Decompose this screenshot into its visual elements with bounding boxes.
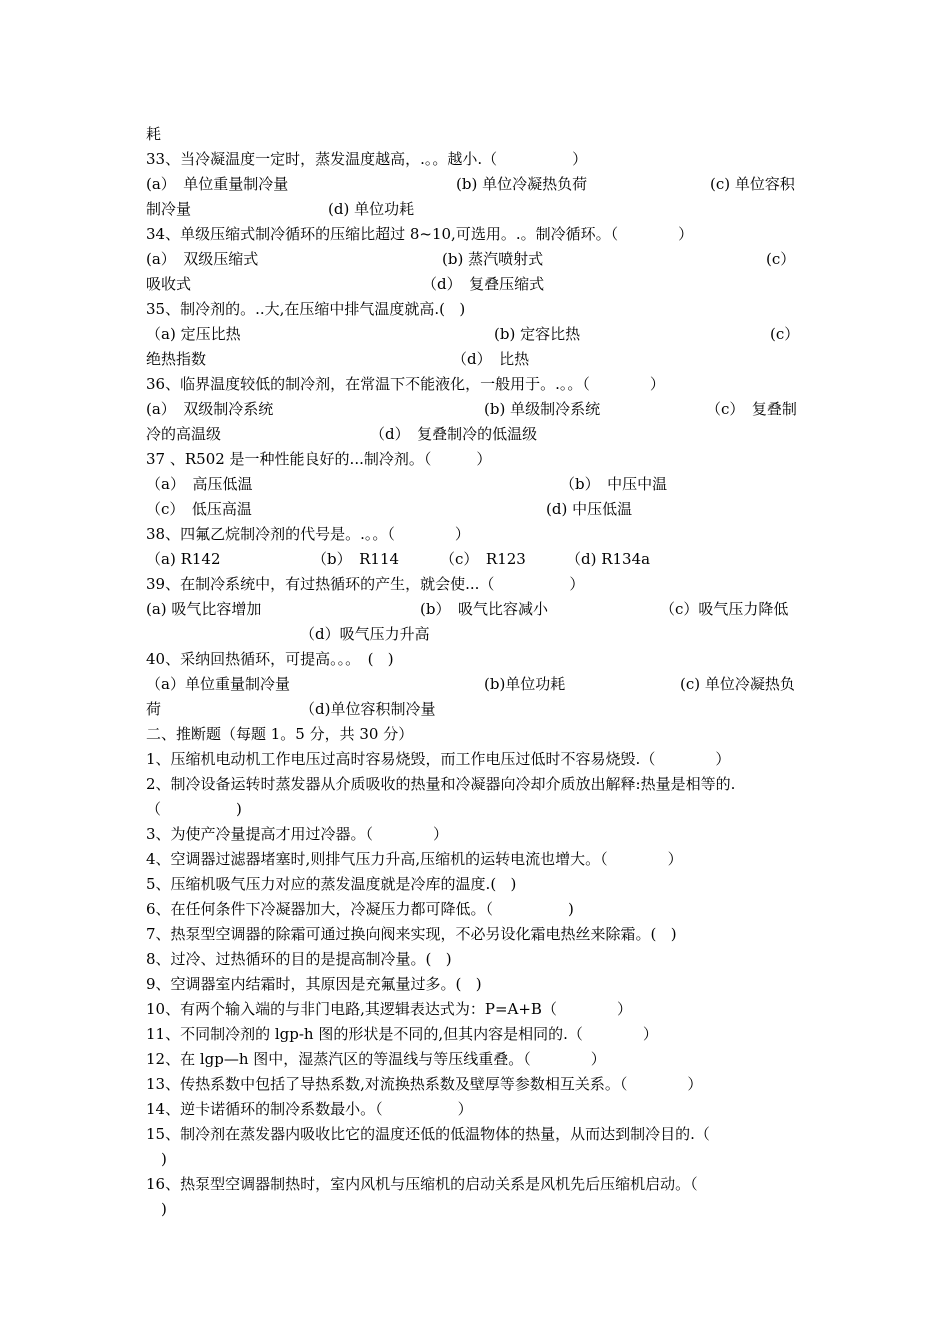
text-segment: 吸收式 xyxy=(146,275,192,293)
text-segment: 10、有两个输入端的与非门电路,其逻辑表达式为：P=A+B（ ） xyxy=(146,1000,632,1018)
text-line xyxy=(0,447,950,472)
text-line xyxy=(0,822,950,847)
text-segment: （ ) xyxy=(146,800,242,818)
text-line xyxy=(0,1172,950,1197)
text-segment: (c) 单位冷凝热负 xyxy=(680,675,795,693)
text-line xyxy=(0,347,950,372)
text-line xyxy=(0,972,950,997)
text-segment: 39、在制冷系统中，有过热循环的产生，就会使...（ ） xyxy=(146,575,585,593)
text-line xyxy=(0,547,950,572)
text-segment: （d）吸气压力升高 xyxy=(300,625,430,643)
text-segment: 冷的高温级 xyxy=(146,425,222,443)
text-line xyxy=(0,322,950,347)
text-line xyxy=(0,572,950,597)
text-segment: （d） 复叠压缩式 xyxy=(422,275,545,293)
text-line xyxy=(0,372,950,397)
text-line xyxy=(0,647,950,672)
text-segment: (b) 定容比热 xyxy=(494,325,581,343)
text-segment: 13、传热系数中包括了导热系数,对流换热系数及壁厚等参数相互关系。（ ） xyxy=(146,1075,703,1093)
text-line xyxy=(0,422,950,447)
text-segment: 34、单级压缩式制冷循环的压缩比超过 8~10,可选用。.。制冷循环。（ ） xyxy=(146,225,694,243)
text-segment: (b） 吸气比容减小 xyxy=(420,600,548,618)
text-segment: （a） 高压低温 xyxy=(146,475,253,493)
text-line xyxy=(0,197,950,222)
text-segment: 制冷量 xyxy=(146,200,192,218)
text-line xyxy=(0,122,950,147)
text-segment: （b） R114 xyxy=(312,550,400,568)
text-segment: (d) 中压低温 xyxy=(546,500,633,518)
text-line xyxy=(0,172,950,197)
text-segment: 二、推断题（每题 1。5 分，共 30 分） xyxy=(146,725,414,743)
text-segment: (b)单位功耗 xyxy=(484,675,566,693)
text-segment: （c） R123 xyxy=(440,550,526,568)
text-segment: （c） 低压高温 xyxy=(146,500,252,518)
text-line xyxy=(0,1047,950,1072)
text-segment: 绝热指数 xyxy=(146,350,207,368)
text-line xyxy=(0,147,950,172)
text-segment: ) xyxy=(146,1200,167,1218)
text-segment: (b) 单级制冷系统 xyxy=(484,400,601,418)
text-segment: 16、热泵型空调器制热时，室内风机与压缩机的启动关系是风机先后压缩机启动。（ xyxy=(146,1175,698,1193)
text-segment: (b) 蒸汽喷射式 xyxy=(442,250,544,268)
text-segment: 37 、R502 是一种性能良好的...制冷剂。（ ） xyxy=(146,450,492,468)
text-segment: 2、制冷设备运转时蒸发器从介质吸收的热量和冷凝器向冷却介质放出解释:热量是相等的. xyxy=(146,775,736,793)
text-segment: （d) R134a xyxy=(566,550,651,568)
text-segment: 耗 xyxy=(146,125,162,143)
text-line xyxy=(0,522,950,547)
text-segment: 5、压缩机吸气压力对应的蒸发温度就是冷库的温度.( ) xyxy=(146,875,517,893)
text-line xyxy=(0,1122,950,1147)
text-line xyxy=(0,697,950,722)
text-segment: 12、在 lgp—h 图中，湿蒸汽区的等温线与等压线重叠。（ ） xyxy=(146,1050,606,1068)
text-segment: 4、空调器过滤器堵塞时,则排气压力升高,压缩机的运转电流也增大。（ ） xyxy=(146,850,683,868)
text-segment: (a） 双级制冷系统 xyxy=(146,400,274,418)
text-segment: （a）单位重量制冷量 xyxy=(146,675,290,693)
text-line xyxy=(0,297,950,322)
text-segment: 35、制冷剂的。..大,在压缩中排气温度就高.( ) xyxy=(146,300,466,318)
text-line xyxy=(0,1197,950,1222)
text-line xyxy=(0,847,950,872)
text-line xyxy=(0,747,950,772)
text-segment: 3、为使产冷量提高才用过冷器。（ ） xyxy=(146,825,449,843)
text-line xyxy=(0,997,950,1022)
text-segment: (c) 单位容积 xyxy=(710,175,795,193)
text-segment: (d) 单位功耗 xyxy=(328,200,415,218)
text-segment: （c） 复叠制 xyxy=(706,400,797,418)
text-line xyxy=(0,922,950,947)
text-line xyxy=(0,497,950,522)
text-line xyxy=(0,397,950,422)
text-segment: ) xyxy=(146,1150,167,1168)
text-line xyxy=(0,597,950,622)
text-segment: 11、不同制冷剂的 lgp-h 图的形状是不同的,但其内容是相同的.（ ） xyxy=(146,1025,658,1043)
text-segment: 36、临界温度较低的制冷剂，在常温下不能液化，一般用于。.。。（ ） xyxy=(146,375,665,393)
text-segment: 6、在任何条件下冷凝器加大，冷凝压力都可降低。（ ) xyxy=(146,900,574,918)
text-line xyxy=(0,1072,950,1097)
text-segment: （b） 中压中温 xyxy=(560,475,668,493)
text-line xyxy=(0,1097,950,1122)
text-line xyxy=(0,272,950,297)
text-line xyxy=(0,797,950,822)
text-line xyxy=(0,1147,950,1172)
text-segment: 33、当冷凝温度一定时，蒸发温度越高，.。。越小.（ ） xyxy=(146,150,588,168)
text-line xyxy=(0,947,950,972)
text-segment: 荷 xyxy=(146,700,162,718)
text-line xyxy=(0,472,950,497)
text-line xyxy=(0,622,950,647)
text-segment: 40、采纳回热循环，可提高。。。 ( ) xyxy=(146,650,394,668)
text-segment: （a) R142 xyxy=(146,550,221,568)
text-segment: (a） 单位重量制冷量 xyxy=(146,175,289,193)
text-segment: 38、四氟乙烷制冷剂的代号是。.。。（ ） xyxy=(146,525,470,543)
text-segment: （c）吸气压力降低 xyxy=(660,600,789,618)
text-segment: (a) 吸气比容增加 xyxy=(146,600,262,618)
text-segment: 1、压缩机电动机工作电压过高时容易烧毁，而工作电压过低时不容易烧毁.（ ） xyxy=(146,750,731,768)
text-segment: （d)单位容积制冷量 xyxy=(300,700,436,718)
text-segment: （d） 比热 xyxy=(452,350,530,368)
text-line xyxy=(0,772,950,797)
text-segment: 14、逆卡诺循环的制冷系数最小。（ ） xyxy=(146,1100,473,1118)
text-line xyxy=(0,672,950,697)
text-segment: 9、空调器室内结霜时，其原因是充氟量过多。( ) xyxy=(146,975,482,993)
text-segment: （d） 复叠制冷的低温级 xyxy=(370,425,538,443)
text-line xyxy=(0,872,950,897)
text-line xyxy=(0,222,950,247)
text-line xyxy=(0,1022,950,1047)
text-segment: （a) 定压比热 xyxy=(146,325,241,343)
text-line xyxy=(0,247,950,272)
text-line xyxy=(0,897,950,922)
text-segment: 15、制冷剂在蒸发器内吸收比它的温度还低的低温物体的热量，从而达到制冷目的.（ xyxy=(146,1125,710,1143)
text-line xyxy=(0,722,950,747)
text-segment: 7、热泵型空调器的除霜可通过换向阀来实现，不必另设化霜电热丝来除霜。( ) xyxy=(146,925,677,943)
text-segment: (c） xyxy=(766,250,796,268)
text-segment: (a） 双级压缩式 xyxy=(146,250,259,268)
text-segment: 8、过冷、过热循环的目的是提高制冷量。( ) xyxy=(146,950,452,968)
text-segment: (b) 单位冷凝热负荷 xyxy=(456,175,588,193)
text-segment: (c） xyxy=(770,325,800,343)
